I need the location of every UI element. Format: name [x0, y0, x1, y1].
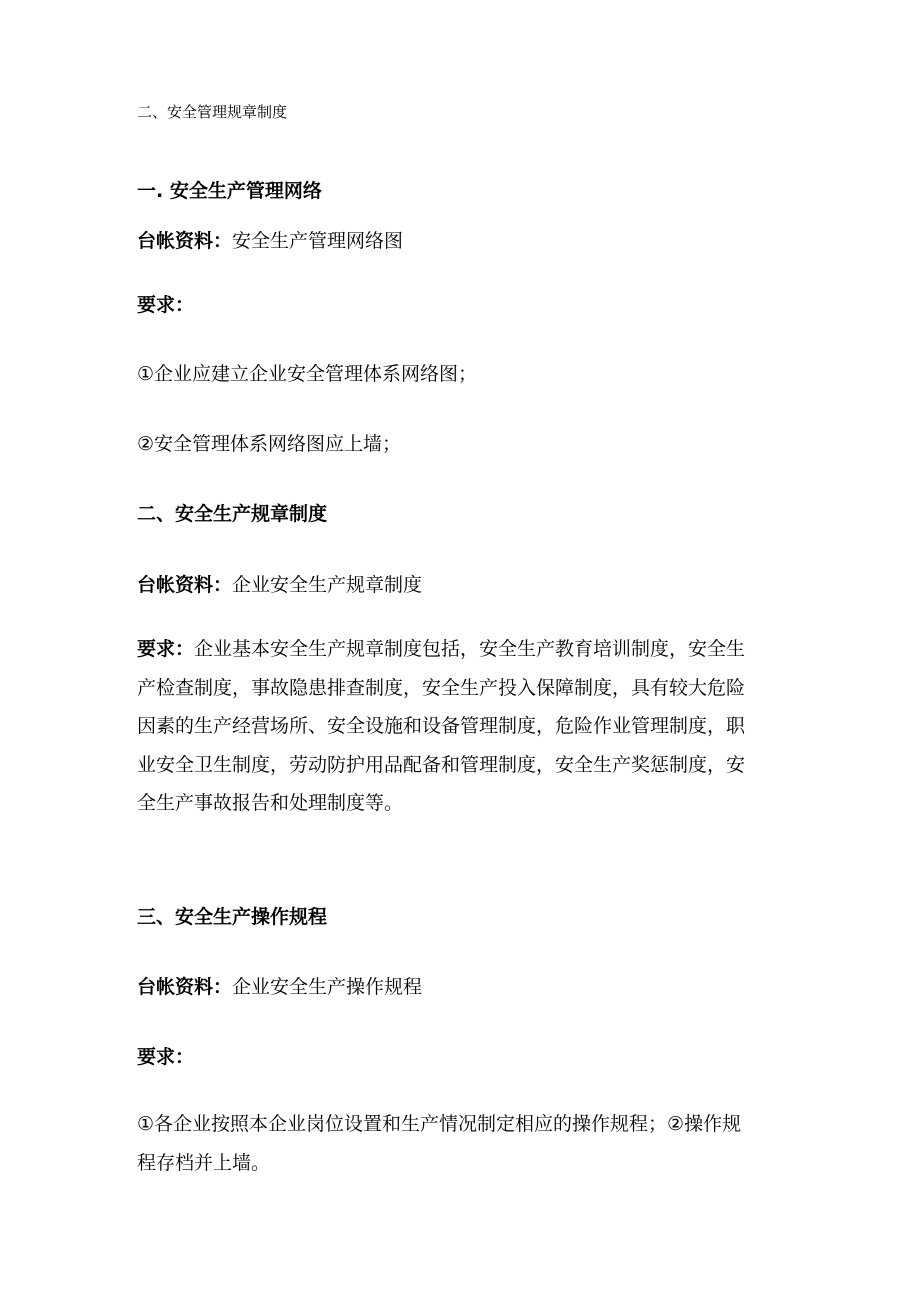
section-1-requirement-item: ①企业应建立企业安全管理体系网络图；: [137, 363, 478, 385]
ledger-label: 台帐资料：: [137, 574, 233, 596]
section-1-title: 一. 安全生产管理网络: [137, 180, 322, 202]
paragraph-line: 因素的生产经营场所、安全设施和设备管理制度，危险作业管理制度，职: [137, 715, 746, 737]
section-1-requirements-label: 要求：: [137, 294, 195, 316]
doc-header: 二、安全管理规章制度: [137, 103, 288, 121]
section-3-title: 三、安全生产操作规程: [137, 906, 328, 928]
paragraph-line: 要求：企业基本安全生产规章制度包括，安全生产教育培训制度，安全生: [137, 638, 746, 660]
ledger-label: 台帐资料：: [137, 976, 233, 998]
requirements-label: 要求：: [137, 638, 195, 660]
ledger-value: 安全生产管理网络图: [232, 230, 404, 252]
section-3-requirements-label: 要求：: [137, 1046, 195, 1068]
paragraph-line: 产检查制度，事故隐患排查制度，安全生产投入保障制度，具有较大危险: [137, 676, 746, 699]
section-2-ledger: [137, 570, 422, 597]
ledger-label: 台帐资料：: [137, 230, 233, 252]
section-1-requirement-item: ②安全管理体系网络图应上墙；: [137, 433, 402, 455]
paragraph-line: ①各企业按照本企业岗位设置和生产情况制定相应的操作规程；②操作规: [137, 1113, 742, 1135]
ledger-value: 企业安全生产规章制度: [232, 574, 423, 596]
paragraph-line: 全生产事故报告和处理制度等。: [137, 792, 404, 814]
section-2-title: 二、安全生产规章制度: [137, 503, 328, 525]
section-3-requirements-paragraph: [137, 1105, 787, 1182]
section-2-requirements-paragraph: [137, 630, 787, 823]
paragraph-line: 程存档并上墙。: [137, 1151, 271, 1174]
paragraph-line: 业安全卫生制度，劳动防护用品配备和管理制度，安全生产奖惩制度，安: [137, 753, 746, 776]
section-3-ledger: [137, 972, 422, 999]
section-1-ledger: [137, 226, 403, 253]
ledger-value: 企业安全生产操作规程: [232, 976, 423, 998]
